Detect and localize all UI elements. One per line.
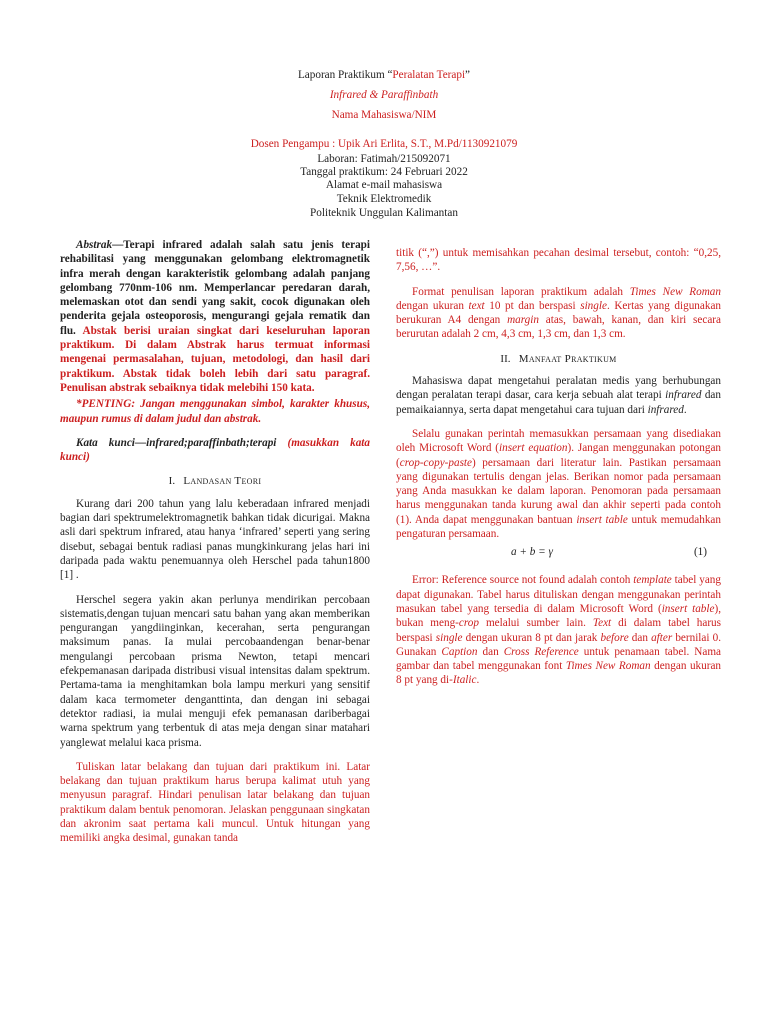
section1-paragraph-2: Herschel segera yakin akan perlunya mendirikan percobaan sistematis,dengan tujuan mencari satu bahan yang akan memberikan pengurangan yangdiinginkan, kecerahan, serta pengurangan maksimum panas. Ia mulai percobaandengan benar-benar mengulangi percobaan prisma Newton, tetapi mencari efekpemanasan daripada distribusi visual intensitas dalam spektrum. Pertama-tama ia menghitamkan bola lampu merkuri yang sensitif dalam kaca termometer denganttinta, dan dengan ini sebagai detektor radiasi, ia mulai menguji efek pemanasan dariberbagai warna spektrum yang terbentuk di atas meja dengan sinar matahari yanglewat melalui kaca prisma. — [60, 593, 370, 749]
text-run: ). Jangan menggunakan potongan ( — [396, 442, 722, 469]
text-run: 10 pt dan berspasi — [484, 299, 581, 312]
text-run: ) persamaan dari literatur lain. Pastikan persamaan yang digunakan tertulis dengan jelas. Berikan nomor pada persamaan yang Anda masukkan ke dalam laporan. Penomoran pada persamaan harus menggunakan tanda kurung awal dan akhir seperti pada contoh (1). Anda dapat menggunakan bantuan — [396, 456, 721, 526]
text-run: Text — [592, 617, 612, 630]
section1-paragraph-3: Tuliskan latar belakang dan tujuan dari praktikum ini. Latar belakang dan tujuan praktikum harus berupa kalimat utuh yang menyusun paragraf. Hindari penulisan latar belakang dan tujuan praktikum dalam bentuk penomoran. Jelaskan penggunaan singkatan dan akronim saat pertama kali muncul. Untuk hitungan yang memiliki angka desimal, gunakan tanda — [60, 760, 370, 845]
text-run: template — [633, 574, 672, 587]
practicum-date: Tanggal praktikum: 24 Februari 2022 — [300, 166, 468, 178]
text-run: Cross Reference — [503, 645, 579, 658]
section2-paragraph-3 — [396, 573, 721, 687]
abstract-paragraph — [60, 238, 370, 395]
text-run: single — [580, 299, 607, 312]
text-run: di dalam tabel harus berspasi — [396, 617, 722, 644]
section1-paragraph-1: Kurang dari 200 tahun yang lalu keberadaan infrared menjadi bagian dari spektrumelektromagnetik bahkan tidak dicurigai. Makna asli dari spektrum infrared, atau hanya ‘infrared’ seperti yang sering disebut, sebagai bentuk radiasi panas mungkinkurang jelas hari ini daripada pada waktu penemuannya oleh Herschel pada tahun1800 [1] . — [60, 497, 370, 582]
text-run: dengan ukuran — [396, 299, 469, 312]
text-run: single — [435, 631, 463, 644]
text-run: Selalu gunakan perintah memasukkan persamaan yang disediakan oleh Microsoft Word ( — [396, 427, 721, 455]
report-title — [0, 68, 768, 82]
format-paragraph — [396, 285, 721, 342]
keywords-label: Kata kunci — [76, 436, 135, 449]
text-run: before — [600, 631, 629, 644]
text-run: crop — [458, 617, 479, 630]
text-run: melalui sumber lain. — [478, 617, 593, 630]
abstract-dash: — — [112, 239, 124, 251]
text-run: after — [651, 631, 673, 644]
text-run: Times New Roman — [629, 285, 721, 298]
text-run: insert equation — [499, 442, 568, 455]
right-column — [396, 246, 721, 698]
text-run: dengan ukuran 8 pt yang di- — [396, 660, 722, 687]
text-run: tabel yang dapat digunakan. Tabel harus dituliskan dengan menggunakan perintah masukan tabel yang tersedia di dalam Microsoft Word ( — [396, 574, 721, 615]
text-run: insert table — [661, 602, 715, 615]
text-run: dan — [628, 631, 652, 644]
text-run: insert table — [576, 513, 628, 526]
title-suffix: ” — [465, 69, 471, 81]
lecturer: Dosen Pengampu : Upik Ari Erlita, S.T., M.Pd/1130921079 — [250, 138, 518, 150]
text-run: infrared — [665, 389, 702, 402]
text-run: margin — [507, 314, 539, 327]
text-run: atas, bawah, kanan, dan kiri secara berurutan adalah 2 cm, 4,3 cm, 1,3 cm, dan 1,3 cm. — [396, 314, 721, 341]
text-run: Format penulisan laporan praktikum adalah — [412, 285, 630, 298]
keywords-note: (masukkan kata kunci) — [60, 436, 370, 464]
title-highlight: Peralatan Terapi — [392, 69, 466, 81]
abstract-label: Abstrak — [76, 239, 113, 251]
section2-paragraph-1 — [396, 374, 721, 417]
text-run: dan pemaikaiannya, serta dapat mengetahui cara tujuan dari — [396, 389, 721, 416]
section2-paragraph-2 — [396, 427, 721, 541]
abstract-note: Abstak berisi uraian singkat dari keseluruhan laporan praktikum. Di dalam Abstrak harus termuat informasi mengenai permasalahan, tujuan, metodologi, dan hasil dari praktikum. Abstak tidak boleh lebih dari satu paragraf. Penulisan abstrak sebaiknya tidak melebihi 150 kata. — [60, 324, 370, 394]
text-run: dengan ukuran 8 pt dan jarak — [462, 631, 601, 644]
report-subtitle: Infrared & Paraffinbath — [329, 89, 439, 101]
text-run: infrared — [647, 403, 684, 416]
equation: a + b = γ — [511, 546, 553, 559]
abstract-important: *PENTING: Jangan menggunakan simbol, karakter khusus, maupun rumus di dalam judul dan abstrak. — [60, 398, 370, 425]
section-heading-2 — [396, 352, 721, 366]
section-title: Landasan Teori — [183, 475, 262, 488]
text-run: . — [476, 674, 480, 687]
abstract-body: Terapi infrared adalah salah satu jenis terapi rehabilitasi yang menggunakan gelombang elektromagnetik infra merah dengan karakteristik gelombang adalah panjang gelombang 770nm-106 nm. Memperlancar peredaran darah, melemaskan otot dan sendi yang sakit, cocok digunakan oleh penderita gejala osteoporosis, mengurangi gejala rematik dan flu. — [60, 239, 370, 337]
text-run: Error: Reference source not found adalah contoh — [412, 574, 634, 587]
text-run: . — [683, 403, 687, 416]
text-run: . Kertas yang digunakan berukuran A4 dengan — [396, 299, 722, 327]
text-run: ), bukan meng- — [396, 602, 721, 630]
text-run: text — [468, 299, 485, 312]
equation-number: (1) — [693, 546, 707, 559]
text-run: crop-copy-paste — [399, 456, 473, 469]
text-run: dan — [477, 645, 504, 658]
text-run: Mahasiswa dapat mengetahui peralatan medis yang berhubungan dengan peralatan terapi dasar, cara kerja sebuah alat terapi — [396, 375, 721, 402]
section-heading-1 — [60, 474, 370, 488]
department: Teknik Elektromedik — [336, 193, 432, 205]
text-run: Caption — [441, 645, 478, 658]
equation-row — [396, 545, 721, 563]
laboran: Laboran: Fatimah/215092071 — [317, 153, 451, 165]
keywords-dash: — — [134, 436, 147, 449]
student-name: Nama Mahasiswa/NIM — [331, 109, 437, 121]
section-title: Manfaat Praktikum — [518, 352, 617, 365]
student-email: Alamat e-mail mahasiswa — [325, 179, 443, 191]
keywords-values: infrared;paraffinbath;terapi — [146, 436, 277, 449]
title-prefix: Laporan Praktikum “ — [297, 69, 393, 81]
keywords — [60, 436, 370, 465]
text-run: Italic — [452, 674, 477, 687]
text-run: untuk memudahkan pengaturan persamaan. — [396, 513, 721, 541]
text-run: Times New Roman — [565, 660, 651, 673]
text-run: untuk penamaan tabel. Nama gambar dan tabel menggunakan font — [396, 645, 721, 673]
institution: Politeknik Unggulan Kalimantan — [310, 207, 458, 219]
section-number: II. — [500, 352, 511, 365]
text-run: bernilai 0. Gunakan — [396, 631, 721, 658]
section-number: I. — [168, 475, 176, 488]
decimal-note: titik (“,”) untuk memisahkan pecahan desimal tersebut, contoh: “0,25, 7,56, …”. — [396, 247, 721, 274]
left-column — [60, 238, 370, 856]
